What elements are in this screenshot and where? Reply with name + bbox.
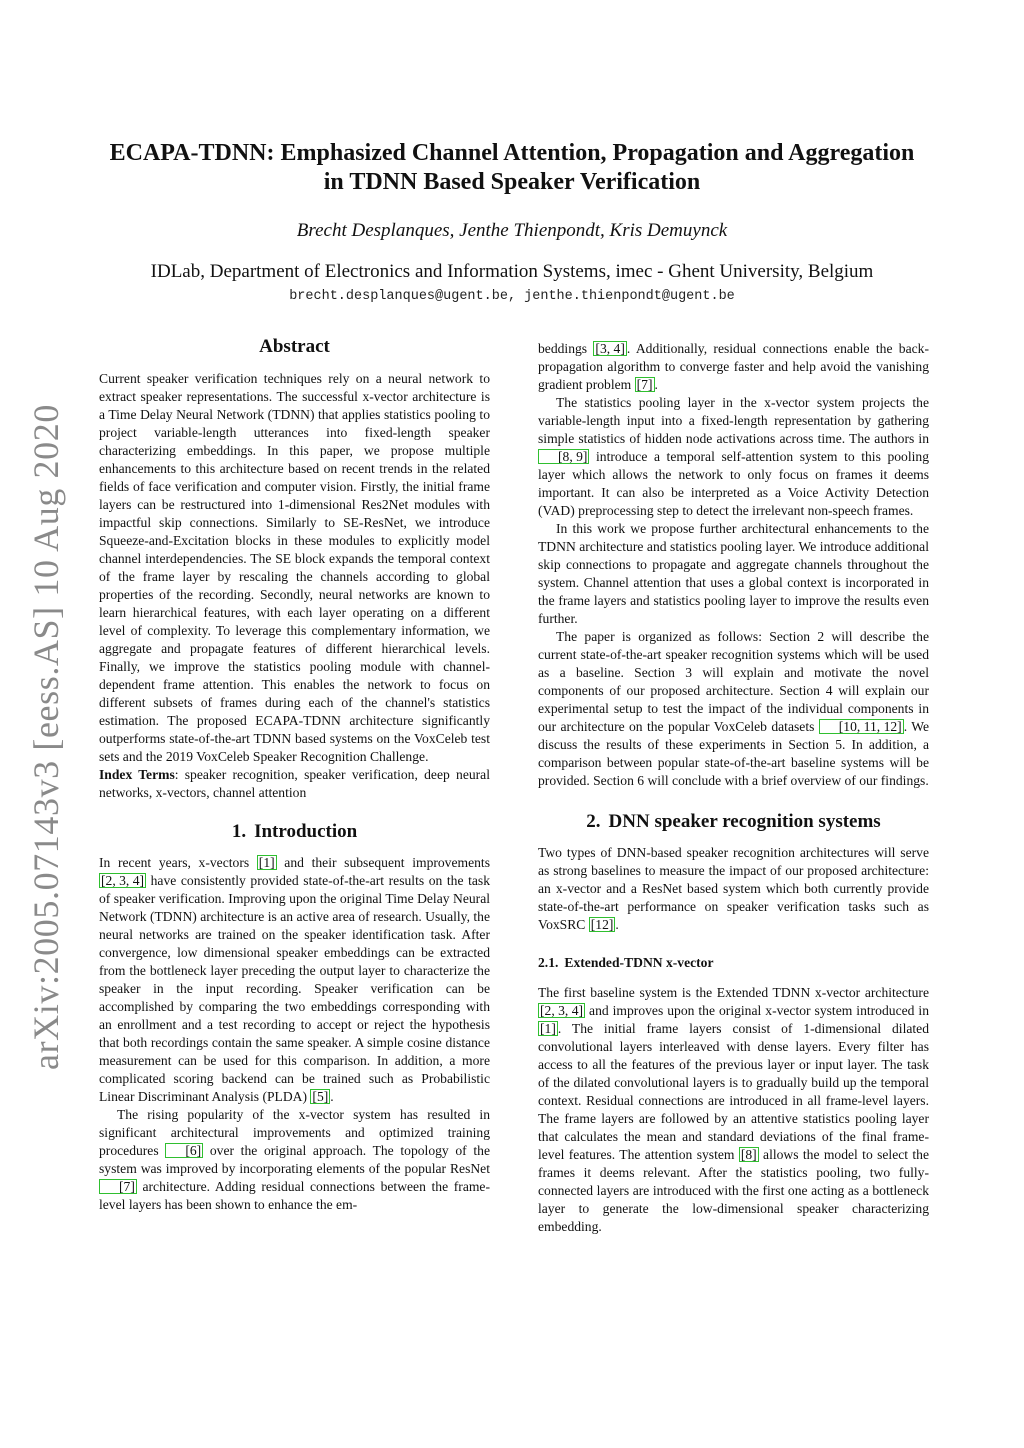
- citation-link[interactable]: [7]: [636, 377, 653, 392]
- citation-link[interactable]: [2, 3, 4]: [540, 1003, 584, 1018]
- citation-link[interactable]: [6]: [165, 1143, 203, 1158]
- text-run: .: [615, 917, 619, 932]
- citation-link[interactable]: [8]: [740, 1147, 757, 1162]
- text-run: and their subsequent improvements: [276, 855, 490, 870]
- citation-link[interactable]: [3, 4]: [595, 341, 625, 356]
- citation-link[interactable]: [10, 11, 12]: [819, 719, 904, 734]
- index-terms: [99, 766, 490, 802]
- text-run: . We discuss the results of these experiments in Section 5. In addition, a comparison between popular state-of-the-art baseline systems will be provided. Section 6 will conclude with a brief overview of our findings.: [538, 719, 930, 788]
- section-2-heading: [538, 810, 929, 834]
- text-run: .: [330, 1089, 334, 1104]
- subsection-2-1-title: Extended-TDNN x-vector: [564, 955, 714, 970]
- text-run: The paper is organized as follows: Section 2 will describe the current state-of-the-art speaker recognition systems which will be used as a baseline. Section 3 will explain and motivate the novel components of our proposed architecture. Section 4 will explain our experimental setup to test the impact of the individual components in our architecture on the popular VoxCeleb datasets: [538, 629, 929, 734]
- intro-paragraph-3: [538, 340, 929, 394]
- text-run: In recent years, x-vectors: [99, 855, 257, 870]
- text-run: over the original approach. The topology of the system was improved by incorporating elements of the popular ResNet: [99, 1143, 490, 1176]
- section-2-number: 2.: [586, 811, 601, 832]
- left-column: [99, 335, 490, 1214]
- text-run: . The initial frame layers consist of 1-dimensional dilated convolutional layers interleaved with dense layers. Every filter has access to all the features of the previous layer or input layer. The task of the dilated convolutional layers is to gradually build up the temporal context. Residual connections are introduced in all frame-level layers. The frame layers are followed by an attentive statistics pooling layer that calculates the mean and standard deviations of the final frame-level features. The attention system: [538, 1021, 929, 1162]
- abstract-heading: Abstract: [259, 336, 330, 357]
- intro-paragraph-4: [538, 394, 929, 520]
- affiliation: IDLab, Department of Electronics and Information Systems, imec - Ghent University, Belgium: [150, 261, 874, 282]
- text-run: . Additionally, residual connections enable the back-propagation algorithm to converge faster and help avoid the vanishing gradient problem: [538, 341, 929, 392]
- index-terms-text: : speaker recognition, speaker verification, deep neural networks, x-vectors, channel attention: [99, 767, 490, 800]
- text-run: .: [654, 377, 658, 392]
- text-run: Two types of DNN-based speaker recognition architectures will serve as strong baselines to measure the impact of our proposed architecture: an x-vector and a ResNet based system which both currently provide state-of-the-art performance on speaker verification tasks such as VoxSRC: [538, 845, 929, 932]
- intro-title: Introduction: [254, 821, 358, 842]
- subsection-2-1-heading: [538, 954, 929, 972]
- citation-link[interactable]: [1]: [540, 1021, 556, 1036]
- index-terms-label: Index Terms: [99, 767, 175, 782]
- citation-link[interactable]: [5]: [312, 1089, 329, 1104]
- author-emails: brecht.desplanques@ugent.be, jenthe.thienpondt@ugent.be: [289, 289, 735, 304]
- intro-paragraph-6: [538, 628, 929, 790]
- intro-paragraph-5: In this work we propose further architectural enhancements to the TDNN architecture and statistics pooling layer. We introduce additional skip connections to propagate and aggregate channels throughout the system. Channel attention that uses a global context is incorporated in the frame layers and statistics pooling layer to improve the results even further.: [538, 521, 929, 626]
- intro-number: 1.: [231, 821, 247, 842]
- paper-title: [90, 139, 934, 197]
- title-line-1: ECAPA-TDNN: Emphasized Channel Attention, Propagation and Aggregation: [109, 140, 915, 166]
- author-list: Brecht Desplanques, Jenthe Thienpondt, Kris Demuynck: [296, 220, 728, 241]
- citation-link[interactable]: [7]: [99, 1179, 137, 1194]
- citation-link[interactable]: [2, 3, 4]: [101, 873, 145, 888]
- section-2-paragraph-1: [538, 844, 929, 934]
- citation-link[interactable]: [1]: [258, 855, 275, 870]
- text-run: architecture. Adding residual connections between the frame-level layers has been shown to enhance the em-: [99, 1179, 490, 1212]
- text-run: The statistics pooling layer in the x-vector system projects the variable-length input into a fixed-length representation by gathering simple statistics of hidden node activations across time. The authors in: [538, 395, 929, 446]
- text-run: The rising popularity of the x-vector system has resulted in significant architectural improvements and optimized training procedures: [99, 1107, 490, 1158]
- intro-paragraph-1: [99, 854, 490, 1106]
- right-column: [538, 340, 929, 1236]
- intro-paragraph-2: [99, 1106, 490, 1214]
- section-2-title: DNN speaker recognition systems: [608, 811, 881, 832]
- text-run: The first baseline system is the Extended TDNN x-vector architecture: [538, 985, 929, 1000]
- text-run: allows the model to select the frames it deems relevant. After the statistics pooling, two fully-connected layers are introduced with the first one acting as a bottleneck layer to generate the low-dimensional speaker characterizing embedding.: [538, 1147, 930, 1234]
- intro-heading: [99, 820, 490, 844]
- text-run: introduce a temporal self-attention system to this pooling layer which allows the network to only focus on frames it deems important. It can also be interpreted as a Voice Activity Detection (VAD) preprocessing step to detect the irrelevant non-speech frames.: [538, 449, 929, 518]
- text-run: beddings: [538, 341, 594, 356]
- arxiv-stamp: arXiv:2005.07143v3 [eess.AS] 10 Aug 2020: [26, 404, 66, 1070]
- title-line-2: in TDNN Based Speaker Verification: [323, 169, 701, 195]
- abstract-text: Current speaker verification techniques rely on a neural network to extract speaker representations. The successful x-vector architecture is a Time Delay Neural Network (TDNN) that applies statistics pooling to project variable-length utterances into fixed-length speaker characterizing embeddings. In this paper, we propose multiple enhancements to this architecture based on recent trends in the related fields of face verification and computer vision. Firstly, the initial frame layers can be restructured into 1-dimensional Res2Net modules with impactful skip connections. Similarly to SE-ResNet, we introduce Squeeze-and-Excitation blocks in these modules to explicitly model channel interdependencies. The SE block expands the temporal context of the frame layer by rescaling the channels according to global properties of the recording. Secondly, neural networks are known to learn hierarchical features, with each layer operating on a different level of complexity. To leverage this complementary information, we aggregate and propagate features of different hierarchical levels. Finally, we improve the statistics pooling module with channel-dependent frame attention. This enables the network to focus on different subsets of frames during each of the channel's statistics estimation. The proposed ECAPA-TDNN architecture significantly outperforms state-of-the-art TDNN based systems on the VoxCeleb test sets and the 2019 VoxCeleb Speaker Recognition Challenge.: [99, 371, 490, 764]
- subsection-2-1-number: 2.1.: [538, 955, 559, 970]
- section-2-paragraph-2: [538, 984, 929, 1236]
- text-run: and improves upon the original x-vector system introduced in: [585, 1003, 929, 1018]
- citation-link[interactable]: [12]: [590, 917, 614, 932]
- citation-link[interactable]: [8, 9]: [538, 449, 589, 464]
- text-run: have consistently provided state-of-the-art results on the task of speaker verification. Improving upon the original Time Delay Neural Network (TDNN) architecture is an active area of research. Usually, the neural networks are trained on the speaker identification task. After convergence, low dimensional speaker embeddings can be extracted from the bottleneck layer preceding the output layer to characterize the speaker in the input recording. Speaker verification can be accomplished by comparing the two embeddings corresponding with an enrollment and a test recording to accept or reject the hypothesis that both recordings contain the same speaker. A simple cosine distance measurement can be used for this comparison. In addition, a more complicated scoring backend can be trained such as Probabilistic Linear Discriminant Analysis (PLDA): [99, 873, 490, 1104]
